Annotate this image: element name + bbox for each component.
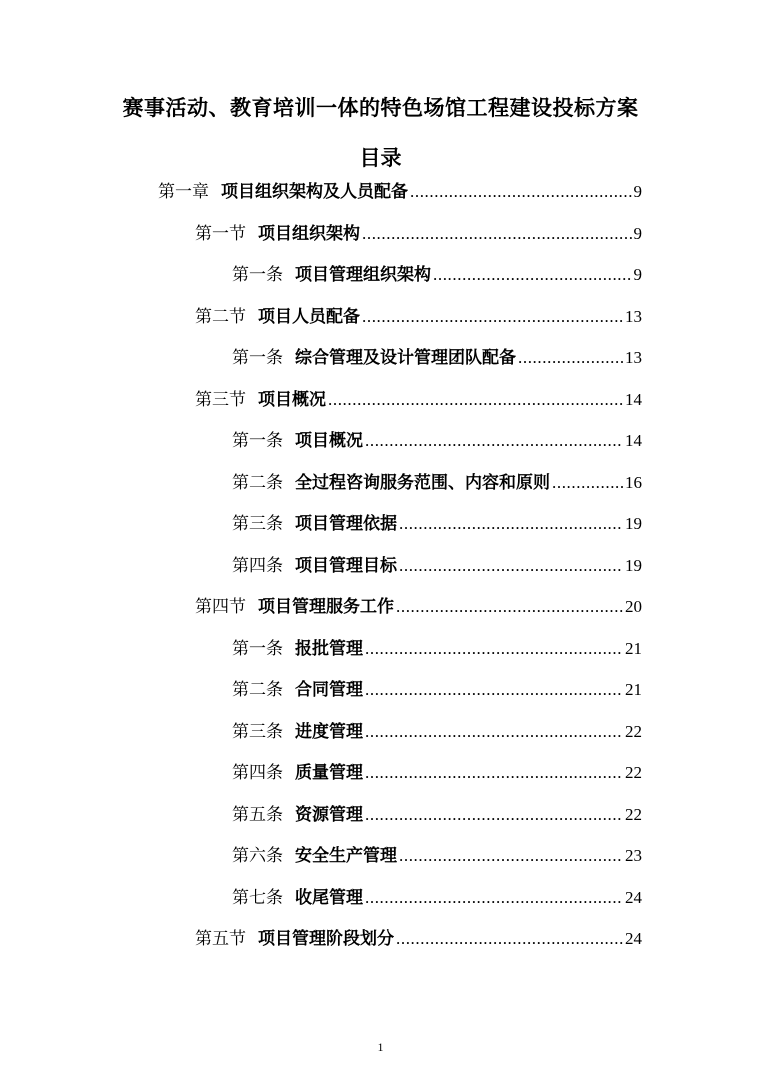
toc-dot-leader	[396, 589, 623, 625]
toc-dot-leader	[518, 340, 623, 376]
toc-entry-page: 9	[633, 265, 642, 284]
toc-entry-label: 全过程咨询服务范围、内容和原则	[295, 472, 550, 493]
toc-entry-page: 13	[625, 306, 642, 326]
toc-entry-page: 24	[625, 887, 642, 907]
toc-entry-page: 21	[625, 638, 642, 658]
toc-entry[interactable]	[232, 755, 642, 791]
toc-entry-label: 项目组织架构及人员配备	[221, 182, 408, 202]
toc-entry-number: 第二条	[232, 680, 283, 700]
toc-entry-label: 项目概况	[258, 389, 326, 410]
toc-entry-label: 项目人员配备	[258, 306, 360, 327]
toc-entry-number: 第二条	[232, 472, 283, 493]
toc-dot-leader	[396, 921, 623, 957]
toc-entry-page: 19	[625, 555, 642, 575]
toc-entry-page: 16	[625, 472, 642, 492]
toc-entry[interactable]	[232, 880, 642, 916]
toc-entry-number: 第五节	[195, 929, 246, 949]
toc-entry[interactable]	[232, 797, 642, 833]
toc-entry-label: 质量管理	[295, 763, 363, 783]
toc-entry[interactable]	[232, 506, 642, 542]
toc-dot-leader	[433, 257, 632, 293]
toc-entry-number: 第四条	[232, 555, 283, 576]
toc-entry-page: 24	[625, 929, 642, 948]
toc-entry[interactable]	[232, 257, 642, 293]
toc-entry-number: 第一条	[232, 431, 283, 451]
toc-entry-label: 项目管理服务工作	[258, 597, 394, 617]
toc-dot-leader	[399, 548, 623, 584]
toc-entry-number: 第一条	[232, 265, 283, 285]
toc-entry-number: 第三条	[232, 514, 283, 534]
toc-entry-page: 14	[625, 389, 642, 409]
toc-entry-label: 项目管理目标	[295, 555, 397, 576]
toc-dot-leader	[365, 880, 623, 916]
toc-entry[interactable]	[232, 631, 642, 667]
toc-dot-leader	[399, 838, 623, 874]
toc-entry-label: 项目概况	[295, 431, 363, 451]
toc-entry-number: 第一条	[232, 348, 283, 368]
toc-entry-number: 第六条	[232, 846, 283, 866]
toc-entry[interactable]	[195, 216, 642, 252]
toc-entry-label: 资源管理	[295, 804, 363, 825]
toc-entry-label: 收尾管理	[295, 887, 363, 908]
toc-heading: 目录	[359, 146, 402, 170]
toc-entry[interactable]	[232, 672, 642, 708]
toc-entry[interactable]	[195, 589, 642, 625]
toc-entry-label: 项目管理阶段划分	[258, 929, 394, 949]
toc-entry-page: 19	[625, 514, 642, 533]
toc-entry-label: 安全生产管理	[295, 846, 397, 866]
toc-entry-number: 第一章	[158, 182, 209, 202]
toc-entry-label: 项目管理依据	[295, 514, 397, 534]
toc-entry-number: 第三条	[232, 721, 283, 742]
toc-entry-page: 22	[625, 763, 642, 782]
toc-entry-page: 22	[625, 721, 642, 741]
toc-entry-label: 项目管理组织架构	[295, 265, 431, 285]
toc-dot-leader	[399, 506, 623, 542]
toc-entry-page: 14	[625, 431, 642, 450]
toc-entry-page: 9	[633, 223, 642, 243]
toc-entry[interactable]	[232, 465, 642, 501]
toc-entry-number: 第五条	[232, 804, 283, 825]
toc-dot-leader	[365, 672, 623, 708]
toc-entry-number: 第四节	[195, 597, 246, 617]
toc-dot-leader	[365, 755, 623, 791]
toc-entry[interactable]	[232, 838, 642, 874]
toc-entry-page: 22	[625, 804, 642, 824]
toc-entry[interactable]	[232, 714, 642, 750]
toc-entry-page: 21	[625, 680, 642, 699]
toc-dot-leader	[365, 714, 623, 750]
toc-entry-label: 项目组织架构	[258, 223, 360, 244]
toc-entry[interactable]	[195, 921, 642, 957]
toc-entry[interactable]	[195, 382, 642, 418]
toc-entry[interactable]	[195, 299, 642, 335]
toc-entry-number: 第一条	[232, 638, 283, 659]
toc-entry-page: 9	[633, 182, 642, 201]
toc-dot-leader	[362, 299, 623, 335]
toc-entry-page: 23	[625, 846, 642, 865]
toc-entry-number: 第七条	[232, 887, 283, 908]
toc-entry-number: 第二节	[195, 306, 246, 327]
toc-entry-label: 综合管理及设计管理团队配备	[295, 348, 516, 368]
document-title: 赛事活动、教育培训一体的特色场馆工程建设投标方案	[122, 96, 639, 120]
toc-entry[interactable]	[158, 174, 642, 210]
toc-dot-leader	[362, 216, 632, 252]
toc-entry-label: 进度管理	[295, 721, 363, 742]
toc-entry[interactable]	[232, 340, 642, 376]
toc-entry-label: 报批管理	[295, 638, 363, 659]
toc-entry-label: 合同管理	[295, 680, 363, 700]
toc-entry-page: 13	[625, 348, 642, 367]
toc-entry-number: 第一节	[195, 223, 246, 244]
toc-entry-number: 第四条	[232, 763, 283, 783]
toc-dot-leader	[365, 423, 623, 459]
toc-entry[interactable]	[232, 548, 642, 584]
toc-dot-leader	[410, 174, 632, 210]
toc-entry-number: 第三节	[195, 389, 246, 410]
toc-entry[interactable]	[232, 423, 642, 459]
toc-dot-leader	[365, 631, 623, 667]
toc-dot-leader	[365, 797, 623, 833]
toc-dot-leader	[328, 382, 623, 418]
page-number: 1	[377, 1040, 384, 1054]
toc-dot-leader	[552, 465, 623, 501]
toc-entry-page: 20	[625, 597, 642, 616]
